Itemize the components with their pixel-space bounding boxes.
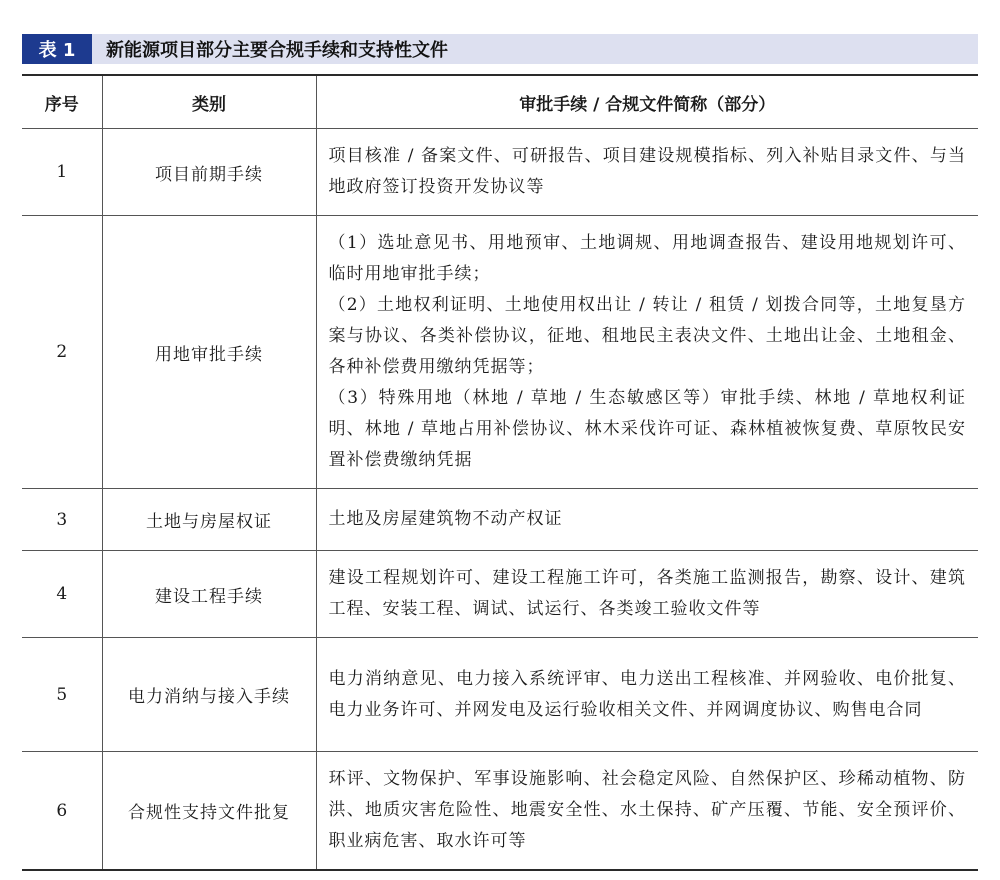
document-list-item: （3）特殊用地（林地 / 草地 / 生态敏感区等）审批手续、林地 / 草地权利证明、林地 / 草地占用补偿协议、林木采伐许可证、森林植被恢复费、草原牧民安置补偿费缴纳凭据 — [328, 388, 966, 470]
table-row — [22, 638, 978, 752]
document-list-text: 土地及房屋建筑物不动产权证 — [328, 509, 563, 529]
row-category: 电力消纳与接入手续 — [102, 638, 316, 752]
compliance-table — [22, 76, 978, 869]
table-row — [22, 551, 978, 638]
row-number: 3 — [22, 489, 102, 551]
row-documents — [316, 752, 978, 870]
row-documents — [316, 489, 978, 551]
row-category: 土地与房屋权证 — [102, 489, 316, 551]
document-list-text: 环评、文物保护、军事设施影响、社会稳定风险、自然保护区、珍稀动植物、防洪、地质灾害危险性、地震安全性、水土保持、矿产压覆、节能、安全预评价、职业病危害、取水许可等 — [328, 769, 966, 851]
row-number: 4 — [22, 551, 102, 638]
row-number: 6 — [22, 752, 102, 870]
header-documents: 审批手续 / 合规文件简称（部分） — [316, 76, 978, 129]
row-documents — [316, 216, 978, 489]
table-row — [22, 216, 978, 489]
document-list-text: 电力消纳意见、电力接入系统评审、电力送出工程核准、并网验收、电价批复、电力业务许可、并网发电及运行验收相关文件、并网调度协议、购售电合同 — [328, 668, 966, 720]
table-row — [22, 752, 978, 870]
document-list-text: 建设工程规划许可、建设工程施工许可，各类施工监测报告，勘察、设计、建筑工程、安装工程、调试、试运行、各类竣工验收文件等 — [328, 568, 966, 619]
table-caption — [22, 34, 978, 64]
row-documents — [316, 129, 978, 216]
row-number: 1 — [22, 129, 102, 216]
row-number: 5 — [22, 638, 102, 752]
table-number-label: 表 1 — [22, 34, 92, 64]
row-category: 合规性支持文件批复 — [102, 752, 316, 870]
table-row — [22, 489, 978, 551]
row-number: 2 — [22, 216, 102, 489]
header-category: 类别 — [102, 76, 316, 129]
document-list-text: 项目核准 / 备案文件、可研报告、项目建设规模指标、列入补贴目录文件、与当地政府签订投资开发协议等 — [328, 146, 966, 197]
compliance-table-wrapper — [22, 74, 978, 871]
table-row — [22, 129, 978, 216]
document-list-item: （2）土地权利证明、土地使用权出让 / 转让 / 租赁 / 划拨合同等，土地复垦方案与协议、各类补偿协议，征地、租地民主表决文件、土地出让金、土地租金、各种补偿费用缴纳凭据等； — [328, 295, 966, 377]
row-category: 项目前期手续 — [102, 129, 316, 216]
row-documents — [316, 551, 978, 638]
table-title: 新能源项目部分主要合规手续和支持性文件 — [106, 40, 448, 61]
document-list-item: （1）选址意见书、用地预审、土地调规、用地调查报告、建设用地规划许可、临时用地审批手续； — [328, 233, 966, 284]
header-serial-number: 序号 — [22, 76, 102, 129]
row-documents — [316, 638, 978, 752]
row-category: 建设工程手续 — [102, 551, 316, 638]
table-header-row — [22, 76, 978, 129]
row-category: 用地审批手续 — [102, 216, 316, 489]
